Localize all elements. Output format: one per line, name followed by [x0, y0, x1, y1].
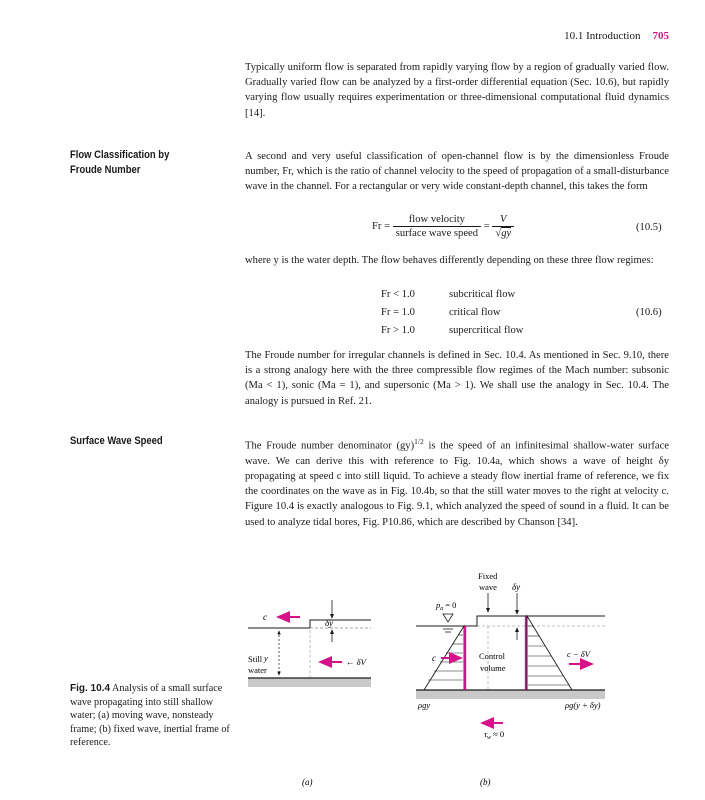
panel-b — [416, 571, 605, 787]
free-surface-b — [416, 616, 605, 626]
free-surface-icon — [443, 614, 453, 622]
regime-label-1: subcritical flow — [449, 289, 516, 300]
figure-caption: Fig. 10.4 Analysis of a small surface wave propagating into still shallow water; (a) moving wave, nonsteady frame; (b) fixed wave, inertial frame of reference. — [70, 683, 230, 749]
pa-label-b: $p_a = 0$ — [436, 600, 457, 612]
side-head-flow-classification: Flow Classification by Froude Number — [70, 149, 170, 176]
dy-label-b: δy — [512, 582, 521, 592]
regime-label-3: supercritical flow — [449, 325, 524, 336]
water-label-a: water — [248, 665, 267, 675]
ground-a — [248, 678, 371, 687]
side-head-surface-wave-speed: Surface Wave Speed — [70, 435, 163, 447]
c-label-b: c — [432, 653, 436, 663]
rho-g-y-dy-label: ρg(y + δy) — [565, 700, 601, 710]
wave-label-b: wave — [479, 582, 497, 592]
panel-a-label: (a) — [302, 777, 313, 787]
intro-paragraph: Typically uniform flow is separated from rapidly varying flow by a region of gradually varied flow. Gradually varied flow can be analyzed by a first-order differential equation (Sec. 10.6), but rapidly varying flow usually requires experimentation or three-dimensional computational fluid dynamics [14]. — [245, 62, 669, 119]
wave-step-a — [310, 620, 371, 628]
rho-gy-label: ρgy — [418, 700, 431, 710]
c-minus-dv-label: c − δV — [567, 649, 590, 659]
dv-label-a: ← δV — [346, 657, 366, 667]
eq-word-fraction: $\frac{\text{flow velocity}}{\text{surface wave speed}}$ — [393, 214, 481, 239]
c-label-a: c — [263, 612, 267, 622]
froude-paragraph: A second and very useful classification of open-channel flow is by the dimensionless Froude number, Fr, which is the ratio of channel velocity to the speed of propagation of a small-disturbance wave in the channel. For a rectangular or very wide constant-depth channel, this takes the form — [245, 151, 669, 193]
fixed-label-b: Fixed — [478, 571, 498, 581]
still-label-a: Still — [248, 654, 263, 664]
regime-condition-1: Fr < 1.0 — [381, 289, 415, 300]
y-label-a: y — [264, 653, 268, 663]
sqrt-icon: √ — [495, 228, 502, 239]
panel-a — [248, 600, 371, 787]
tau-label: $\tau_w \approx 0$ — [484, 729, 505, 741]
equation-number-10-6: (10.6) — [636, 307, 662, 318]
wave-speed-paragraph: The Froude number denominator (gy)$^{1/2}$ is the speed of an infinitesimal shallow-water surface wave. We can derive this with reference to Fig. 10.4a, which shows a wave of height δy propagating at speed c into still liquid. To achieve a steady flow inertial frame of reference, we fix the coordinates on the wave as in Fig. 10.4b, so that the still water moves to the right at velocity c. Figure 10.4 is exactly analogous to Fig. 9.1, which analyzed the speed of sound in a fluid. It can be used to analyze tidal bores, Fig. P10.86, which are described by Chanson [34]. — [245, 437, 669, 528]
section-title: 10.1 Introduction — [564, 30, 641, 42]
eq-lhs: Fr = — [372, 221, 391, 232]
volume-label-b: volume — [480, 663, 506, 673]
right-pressure-triangle — [527, 616, 572, 690]
equation-number-10-5: (10.5) — [636, 222, 662, 233]
figure-10-4 — [0, 560, 705, 800]
eq-symbol-fraction: $\frac{V}{√gy}$ — [492, 214, 514, 239]
regime-label-2: critical flow — [449, 307, 501, 318]
equation-10-5: Fr = $\frac{\text{flow velocity}}{\text{surface wave speed}}$ = $\frac{V}{√gy}$ — [372, 214, 514, 239]
regime-condition-2: Fr = 1.0 — [381, 307, 415, 318]
ground-b — [416, 690, 605, 699]
control-label-b: Control — [479, 651, 505, 661]
dy-label-a: δy — [325, 618, 334, 628]
irregular-paragraph: The Froude number for irregular channels is defined in Sec. 10.4. As mentioned in Sec. 9.10, there is a strong analogy here with the three compressible flow regimes of the Mach number: subsonic (Ma < 1), sonic (Ma = 1), and supersonic (Ma > 1). We shall use the analogy in Sec. 10.4. The analogy is pursued in Ref. 21. — [245, 350, 669, 407]
panel-b-label: (b) — [480, 777, 491, 787]
page-number: 705 — [652, 30, 669, 42]
regime-condition-3: Fr > 1.0 — [381, 325, 415, 336]
where-y-paragraph: where y is the water depth. The flow behaves differently depending on these three flow regimes: — [245, 255, 654, 266]
running-header — [564, 30, 669, 42]
